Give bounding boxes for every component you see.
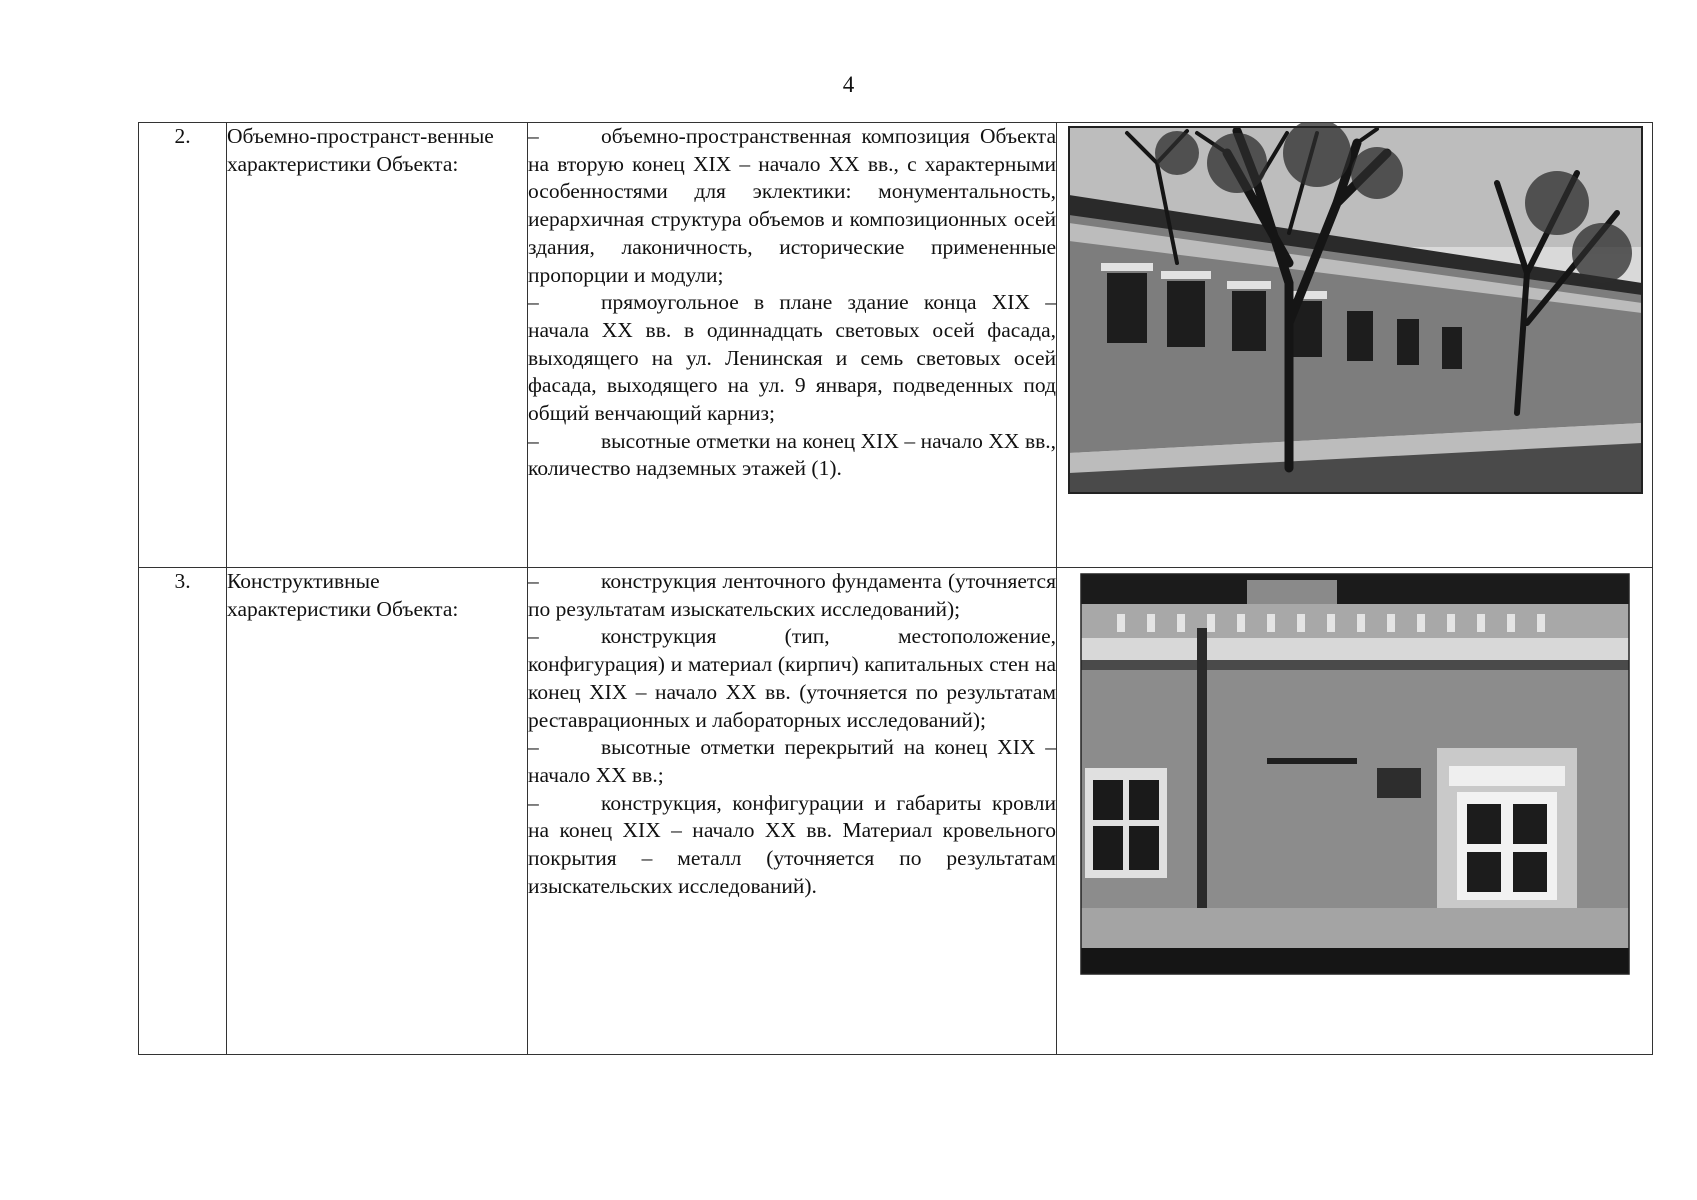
list-item: – конструкция ленточного фундамента (уточняется по результатам изыскательских исследований);	[528, 569, 1056, 621]
row-number: 3.	[139, 568, 227, 1055]
row-description	[528, 123, 1057, 568]
dash-marker: –	[528, 290, 539, 315]
list-item: – высотные отметки перекрытий на конец XIX – начало XX вв.;	[528, 735, 1056, 787]
row-number: 2.	[139, 123, 227, 568]
row-title: Объемно-пространст-венные характеристики Объекта:	[227, 123, 528, 568]
list-item: – конструкция, конфигурации и габариты кровли на конец XIX – начало XX вв. Материал кровельного покрытия – металл (уточняется по результатам изыскательских исследований).	[528, 790, 1056, 898]
facade-photo-image	[1057, 568, 1652, 988]
photo-cell	[1057, 123, 1653, 568]
row-title: Конструктивные характеристики Объекта:	[227, 568, 528, 1055]
dash-marker: –	[528, 624, 539, 649]
list-item: – прямоугольное в плане здание конца XIX – начала XX вв. в одиннадцать световых осей фасада, выходящего на ул. Ленинская и семь световых осей фасада, выходящего на ул. 9 января, подведенных под общий венчающий карниз;	[528, 290, 1056, 426]
dash-marker: –	[528, 735, 539, 760]
table-row	[139, 568, 1653, 1055]
photo-facade-with-windows	[1057, 568, 1652, 988]
dash-marker: –	[528, 124, 539, 148]
list-item: – высотные отметки на конец XIX – начало XX вв., количество надземных этажей (1).	[528, 428, 1056, 481]
list-item: – конструкция (тип, местоположение, конфигурация) и материал (кирпич) капитальных стен на конец XIX – начало XX вв. (уточняется по результатам реставрационных и лабораторных исследований);	[528, 624, 1056, 732]
photo-building-corner-with-trees	[1057, 123, 1652, 503]
characteristics-table	[138, 122, 1653, 1055]
list-item: – объемно-пространственная композиция Объекта на вторую конец XIX – начало XX вв., с характерными особенностями для эклектики: монументальность, иерархичная структура объемов и композиционных осей здания, лаконичность, исторические примененные пропорции и модули;	[528, 124, 1056, 287]
dash-marker: –	[528, 790, 539, 815]
page-number: 4	[842, 72, 855, 97]
photo-cell	[1057, 568, 1653, 1055]
table-row	[139, 123, 1653, 568]
dash-marker: –	[528, 569, 539, 593]
dash-marker: –	[528, 428, 539, 453]
building-photo-image	[1057, 123, 1652, 503]
row-description	[528, 568, 1057, 1055]
